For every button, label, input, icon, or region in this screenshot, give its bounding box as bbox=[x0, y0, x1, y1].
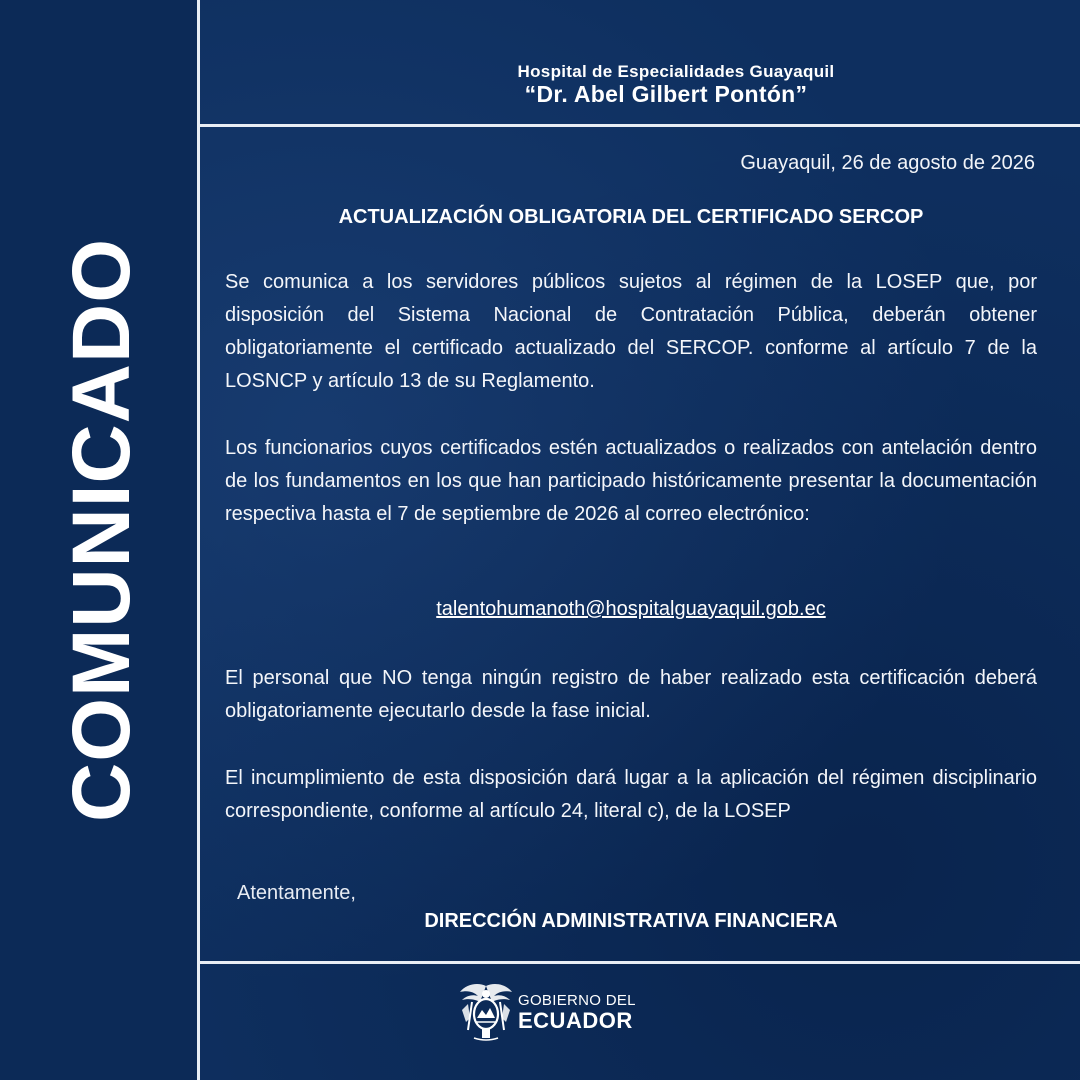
vertical-divider bbox=[197, 0, 200, 1080]
closing: Atentamente, bbox=[237, 882, 356, 904]
document-date: Guayaquil, 26 de agosto de 2026 bbox=[740, 152, 1035, 174]
side-title: COMUNICADO bbox=[56, 238, 147, 822]
bottom-divider bbox=[197, 961, 1080, 964]
paragraph-1: Se comunica a los servidores públicos sujetos al régimen de la LOSEP que, por disposición del Sistema Nacional de Contratación Pública, deberán obtener obligatoriamente el certificado actualizado del SERCOP. conforme al artículo 7 de la LOSNCP y artículo 13 de su Reglamento. bbox=[225, 271, 1037, 392]
hospital-header bbox=[200, 62, 1080, 106]
paragraph-4: El incumplimiento de esta disposición dará lugar a la aplicación del régimen disciplinario correspondiente, conforme al artículo 24, literal c), de la LOSEP bbox=[225, 767, 1037, 822]
top-divider bbox=[197, 124, 1080, 127]
government-logo-text bbox=[518, 992, 636, 1033]
paragraph-3: El personal que NO tenga ningún registro de haber realizado esta certificación deberá obligatoriamente ejecutarlo desde la fase inicial. bbox=[225, 667, 1037, 722]
government-logo-line2: ECUADOR bbox=[518, 1008, 633, 1033]
email-line bbox=[225, 598, 1037, 621]
email-link[interactable]: talentohumanoth@hospitalguayaquil.gob.ec bbox=[436, 598, 826, 620]
document-subject: ACTUALIZACIÓN OBLIGATORIA DEL CERTIFICADO SERCOP bbox=[338, 206, 924, 228]
government-logo-line1: GOBIERNO DEL bbox=[518, 992, 636, 1009]
signer: DIRECCIÓN ADMINISTRATIVA FINANCIERA bbox=[424, 910, 838, 932]
paragraph-2: Los funcionarios cuyos certificados estén actualizados o realizados con antelación dentro de los fundamentos en los que han participado históricamente presentar la documentación respectiva hasta el 7 de septiembre de 2026 al correo electrónico: bbox=[225, 437, 1037, 525]
ecuador-coat-of-arms-icon bbox=[458, 980, 514, 1042]
government-logo bbox=[458, 980, 648, 1042]
hospital-name: Hospital de Especialidades Guayaquil bbox=[517, 62, 835, 81]
hospital-honoree: “Dr. Abel Gilbert Pontón” bbox=[524, 81, 808, 107]
